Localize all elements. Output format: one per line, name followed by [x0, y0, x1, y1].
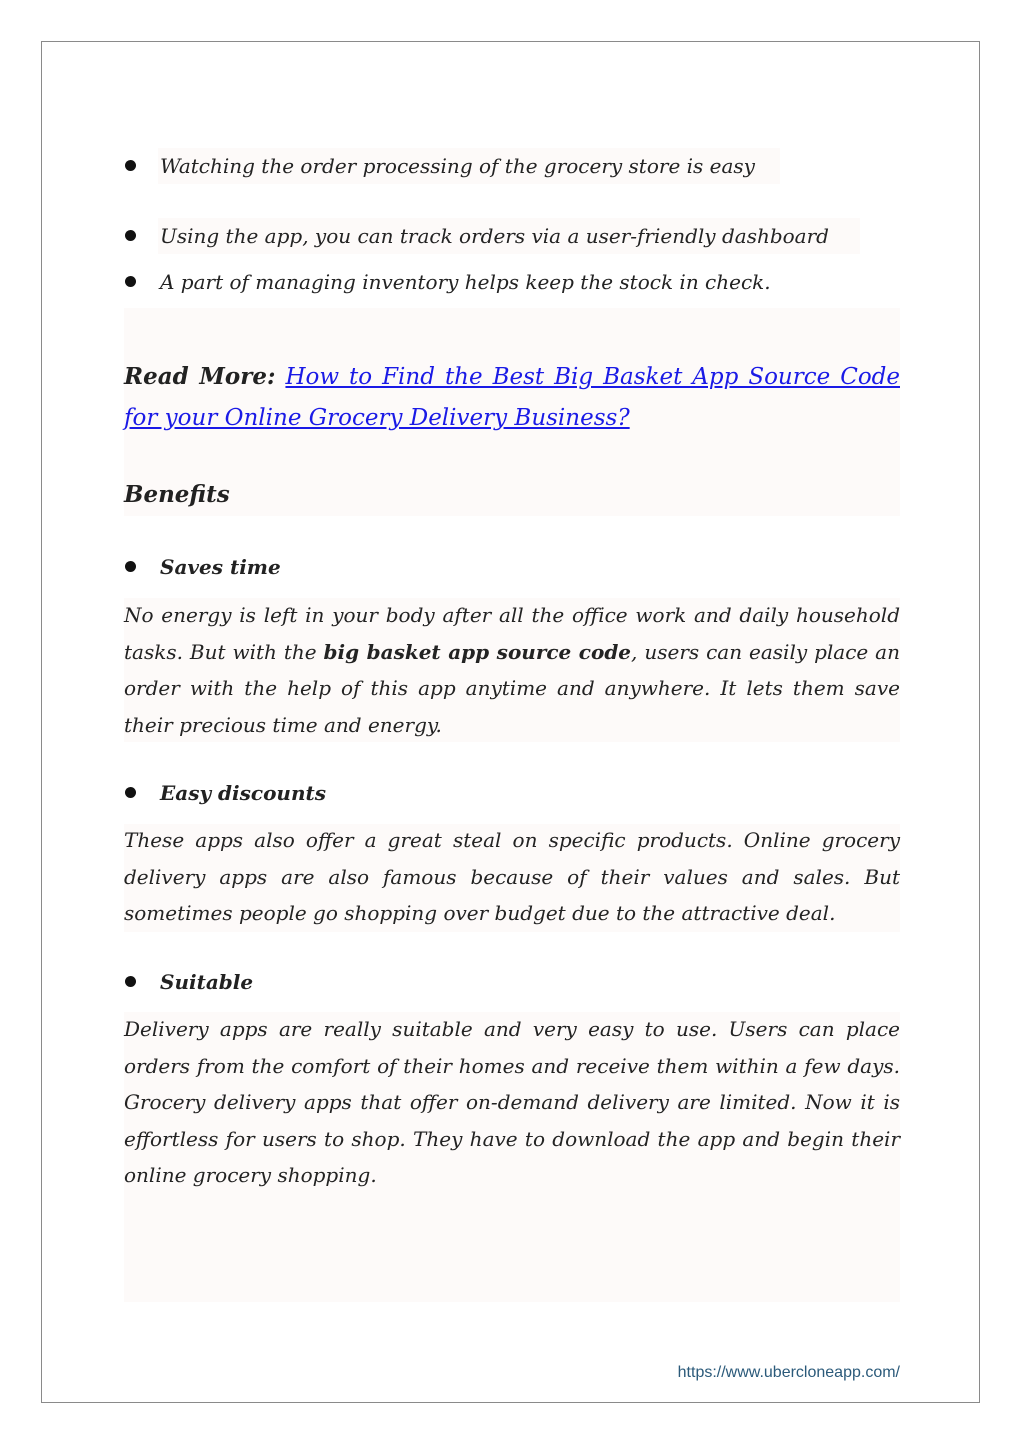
- benefit-title: Easy discounts: [160, 781, 326, 805]
- read-more: [124, 356, 900, 439]
- bullet-dot: [125, 561, 136, 572]
- benefit-title: Suitable: [160, 970, 254, 994]
- bullet-dot: [125, 787, 136, 798]
- footer-url[interactable]: https://www.ubercloneapp.com/: [677, 1364, 900, 1381]
- benefit-bold-phrase: big basket app source code: [323, 639, 632, 664]
- benefit-paragraph: Delivery apps are really suitable and very easy to use. Users can place orders from the comfort of their homes and receive them within a few days. Grocery delivery apps that offer on-demand delivery are limited. Now it is effortless for users to shop. They have to download the app and begin their online grocery shopping.: [124, 1017, 900, 1187]
- list-item: Watching the order processing of the grocery store is easy: [160, 154, 755, 178]
- bullet-dot: [125, 276, 136, 287]
- read-more-label: Read More:: [124, 363, 276, 390]
- benefit-text: No energy is left in your body after all the office work and daily household tasks. But with the: [124, 603, 900, 664]
- section-heading: Benefits: [124, 481, 230, 508]
- benefit-paragraph: [124, 597, 900, 743]
- bullet-dot: [125, 976, 136, 987]
- bullet-dot: [125, 230, 136, 241]
- bullet-dot: [125, 160, 136, 171]
- read-more-link[interactable]: How to Find the Best Big Basket App Source Code for your Online Grocery Delivery Business?: [124, 364, 900, 431]
- list-item: A part of managing inventory helps keep the stock in check.: [160, 270, 771, 294]
- benefit-paragraph: These apps also offer a great steal on specific products. Online grocery delivery apps are also famous because of their values and sales. But sometimes people go shopping over budget due to the attractive deal.: [124, 828, 900, 925]
- benefit-title: Saves time: [160, 555, 281, 579]
- benefit-text: , users can easily place an order with the help of this app anytime and anywhere. It lets them save their precious time and energy.: [124, 639, 900, 737]
- list-item: Using the app, you can track orders via a user-friendly dashboard: [160, 224, 829, 248]
